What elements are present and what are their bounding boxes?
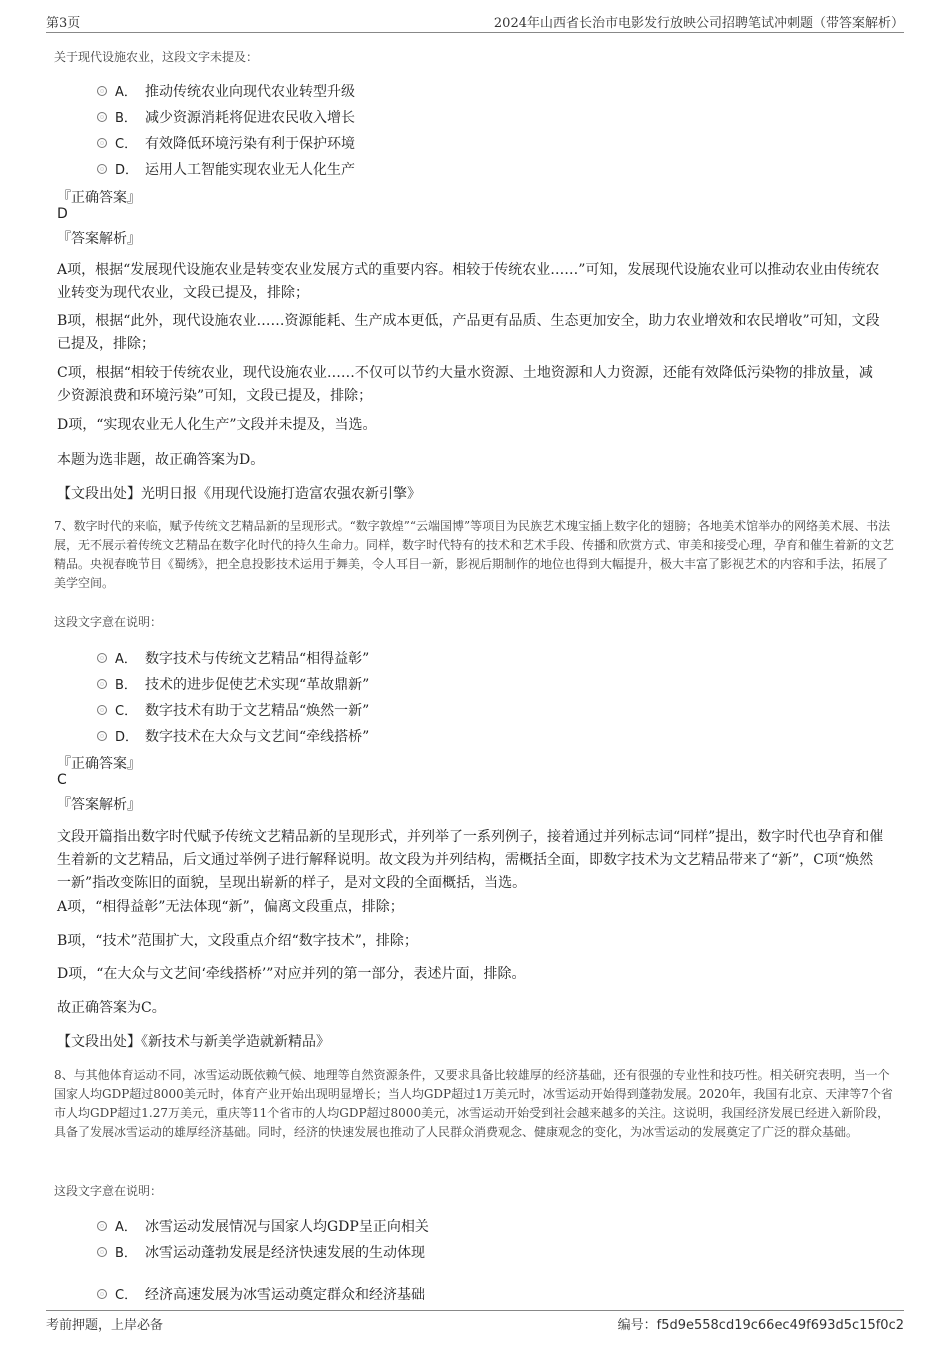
- q6-answer: D: [57, 206, 68, 222]
- q7-answer-label: 『正确答案』: [57, 756, 141, 772]
- radio-icon[interactable]: [97, 112, 107, 122]
- option-text: 数字技术有助于文艺精品“焕然一新”: [145, 703, 370, 719]
- q7-option-d[interactable]: [97, 726, 369, 746]
- q8-option-a[interactable]: [97, 1216, 429, 1236]
- radio-icon[interactable]: [97, 1289, 107, 1299]
- q6-analysis-b: B项，根据“此外，现代设施农业……资源能耗、生产成本更低，产品更有品质、生态更加安全，助力农业增效和农民增收”可知，文段已提及，排除；: [57, 313, 880, 352]
- option-letter: B．: [115, 678, 137, 693]
- footer-slogan: 考前押题，上岸必备: [46, 1318, 164, 1333]
- q7-analysis-main: 文段开篇指出数字时代赋予传统文艺精品新的呈现形式，并列举了一系列例子，接着通过并列标志词“同样”提出，数字时代也孕育和催生着新的文艺精品，后文通过举例子进行解释说明。故文段为并列结构，需概括全面，即数字技术为文艺精品带来了“新”，C项“焕然一新”指改变陈旧的面貌，呈现出崭新的样子，是对文段的全面概括，当选。: [57, 829, 884, 891]
- code-value: f5d9e558cd19c66ec49f693d5c15f0c2: [656, 1318, 904, 1333]
- q6-prompt: 关于现代设施农业，这段文字未提及：: [54, 50, 259, 64]
- q6-analysis-c: C项，根据“相较于传统农业，现代设施农业……不仅可以节约大量水资源、土地资源和人力资源，还能有效降低污染物的排放量，减少资源浪费和环境污染”可知，文段已提及，排除；: [57, 365, 873, 404]
- q6-option-d[interactable]: [97, 159, 355, 179]
- option-letter: A．: [115, 1220, 137, 1235]
- option-text: 有效降低环境污染有利于保护环境: [145, 136, 355, 152]
- radio-icon[interactable]: [97, 1247, 107, 1257]
- option-letter: C．: [115, 704, 138, 719]
- q6-option-a[interactable]: [97, 81, 355, 101]
- q8-passage: 8、与其他体育运动不同，冰雪运动既依赖气候、地理等自然资源条件，又要求具备比较雄厚的经济基础，还有很强的专业性和技巧性。相关研究表明，当一个国家人均GDP超过8000美元时，体育产业开始出现明显增长；当人均GDP超过1万美元时，冰雪运动开始得到蓬勃发展。2020年，我国有北京、天津等7个省市人均GDP超过1.27万美元，重庆等11个省市的人均GDP超过8000美元，冰雪运动开始受到社会越来越多的关注。这说明，我国经济发展已经进入新阶段，具备了发展冰雪运动的雄厚经济基础。同时，经济的快速发展也推动了人民群众消费观念、健康观念的变化，为冰雪运动的发展奠定了广泛的群众基础。: [54, 1068, 893, 1139]
- option-text: 技术的进步促使艺术实现“革故鼎新”: [145, 677, 370, 693]
- code-label: 编号：: [617, 1318, 657, 1333]
- q6-answer-label: 『正确答案』: [57, 190, 141, 206]
- option-text: 经济高速发展为冰雪运动奠定群众和经济基础: [145, 1287, 425, 1303]
- q6-source: 【文段出处】光明日报《用现代设施打造富农强农新引擎》: [57, 486, 421, 502]
- q7-option-c[interactable]: [97, 700, 369, 720]
- radio-icon[interactable]: [97, 679, 107, 689]
- option-text: 冰雪运动蓬勃发展是经济快速发展的生动体现: [145, 1245, 425, 1261]
- footer-divider: [46, 1310, 904, 1311]
- q7-passage: 7、数字时代的来临，赋予传统文艺精品新的呈现形式。“数字敦煌”“云端国博”等项目为民族艺术瑰宝插上数字化的翅膀；各地美术馆举办的网络美术展、书法展，无不展示着传统文艺精品在数字化时代的持久生命力。同样，数字时代特有的技术和艺术手段、传播和欣赏方式、审美和接受心理，孕育和催生着新的文艺精品。央视春晚节目《蜀绣》，把全息投影技术运用于舞美，令人耳目一新，影视后期制作的地位也得到大幅提升，极大丰富了影视艺术的内容和手法，拓展了美学空间。: [54, 519, 895, 590]
- option-letter: C．: [115, 1288, 138, 1303]
- q7-conclusion: 故正确答案为C。: [57, 1000, 166, 1016]
- radio-icon[interactable]: [97, 1221, 107, 1231]
- q7-option-a[interactable]: [97, 648, 369, 668]
- option-letter: A．: [115, 652, 137, 667]
- q6-analysis-a: A项，根据“发展现代设施农业是转变农业发展方式的重要内容。相较于传统农业……”可知，发展现代设施农业可以推动农业由传统农业转变为现代农业，文段已提及，排除；: [57, 262, 880, 301]
- header-divider: [46, 32, 904, 33]
- option-letter: B．: [115, 1246, 137, 1261]
- radio-icon[interactable]: [97, 653, 107, 663]
- q7-prompt: 这段文字意在说明：: [54, 615, 163, 629]
- option-letter: B．: [115, 111, 137, 126]
- q6-option-c[interactable]: [97, 133, 355, 153]
- option-text: 数字技术在大众与文艺间“牵线搭桥”: [145, 729, 370, 745]
- option-text: 冰雪运动发展情况与国家人均GDP呈正向相关: [145, 1219, 429, 1235]
- q8-option-b[interactable]: [97, 1242, 425, 1262]
- q7-analysis-d: D项，“在大众与文艺间‘牵线搭桥’”对应并列的第一部分，表述片面，排除。: [57, 966, 526, 982]
- q6-option-b[interactable]: [97, 107, 355, 127]
- option-text: 减少资源消耗将促进农民收入增长: [145, 110, 355, 126]
- page-number: 第3页: [46, 16, 81, 31]
- option-letter: D．: [115, 730, 139, 745]
- q7-analysis-a: A项，“相得益彰”无法体现“新”，偏离文段重点，排除；: [57, 899, 404, 915]
- option-letter: A．: [115, 85, 137, 100]
- radio-icon[interactable]: [97, 705, 107, 715]
- q6-analysis-label: 『答案解析』: [57, 231, 141, 247]
- option-text: 运用人工智能实现农业无人化生产: [145, 162, 355, 178]
- q7-analysis-label: 『答案解析』: [57, 797, 141, 813]
- document-title: 2024年山西省长治市电影发行放映公司招聘笔试冲刺题（带答案解析）: [493, 16, 904, 31]
- q7-answer: C: [57, 772, 67, 788]
- option-letter: D．: [115, 163, 139, 178]
- option-letter: C．: [115, 137, 138, 152]
- radio-icon[interactable]: [97, 138, 107, 148]
- q7-analysis-b: B项，“技术”范围扩大，文段重点介绍“数字技术”，排除；: [57, 933, 418, 949]
- q8-prompt: 这段文字意在说明：: [54, 1184, 163, 1198]
- q6-conclusion: 本题为选非题，故正确答案为D。: [57, 452, 265, 468]
- option-text: 推动传统农业向现代农业转型升级: [145, 84, 355, 100]
- q8-option-c[interactable]: [97, 1284, 425, 1304]
- radio-icon[interactable]: [97, 164, 107, 174]
- radio-icon[interactable]: [97, 86, 107, 96]
- q7-source: 【文段出处】《新技术与新美学造就新精品》: [57, 1034, 330, 1050]
- q6-analysis-d: D项，“实现农业无人化生产”文段并未提及，当选。: [57, 417, 377, 433]
- option-text: 数字技术与传统文艺精品“相得益彰”: [145, 651, 370, 667]
- document-code: [618, 1314, 904, 1333]
- q7-option-b[interactable]: [97, 674, 369, 694]
- radio-icon[interactable]: [97, 731, 107, 741]
